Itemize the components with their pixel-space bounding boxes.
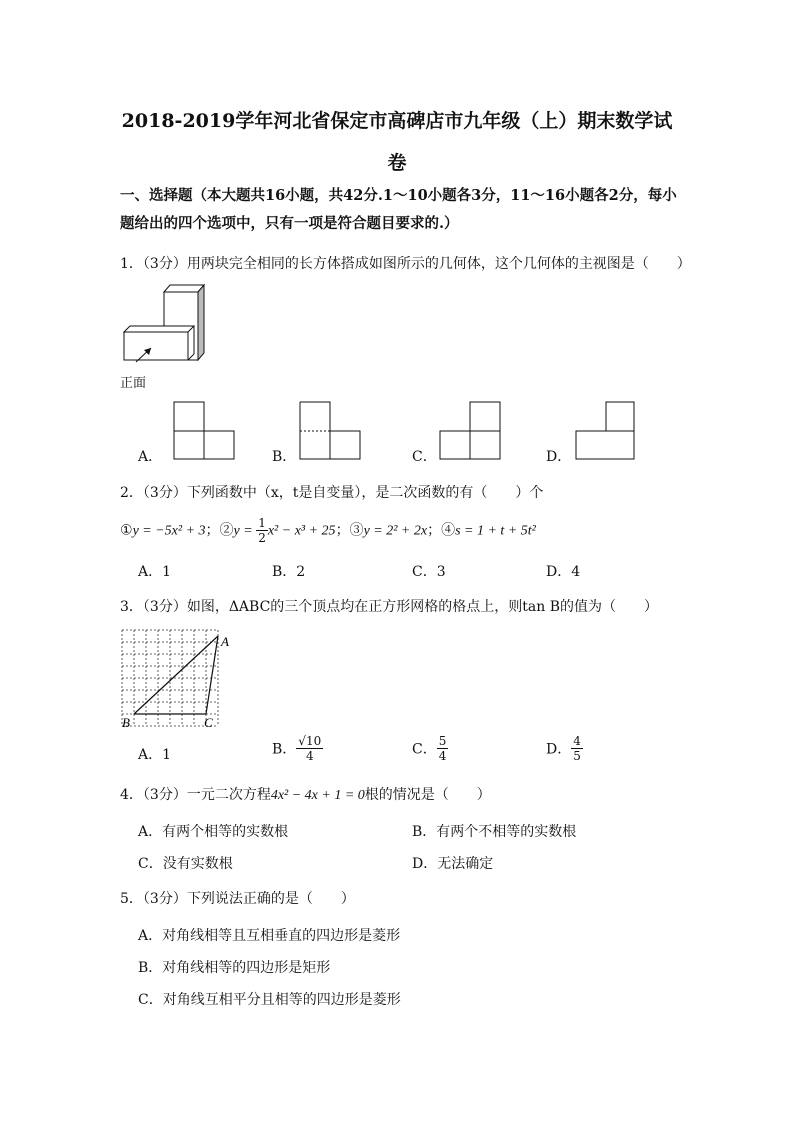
q2-sep2: ；③: [335, 522, 364, 539]
q2-f2-rhs: x² − x³ + 25: [267, 523, 336, 539]
q2-f3: y = 2² + 2x: [363, 523, 428, 539]
q5-option-c[interactable]: C．对角线互相平分且相等的四边形是菱形: [138, 992, 401, 1008]
question-1-stem: 1．（3分）用两块完全相同的长方体搭成如图所示的几何体，这个几何体的主视图是（ ）: [120, 256, 691, 272]
q1-front-label: 正面: [120, 376, 147, 391]
q4-option-c[interactable]: C．没有实数根: [138, 856, 233, 872]
q1-option-a-figure[interactable]: [172, 400, 236, 462]
q4-option-a[interactable]: A．有两个相等的实数根: [138, 824, 289, 840]
q4-equation: 4x² − 4x + 1 = 0: [270, 788, 365, 803]
q3-option-b-prefix: B．: [272, 741, 297, 758]
q3-option-c-prefix: C．: [412, 741, 437, 758]
q2-option-c[interactable]: C．3: [412, 564, 446, 580]
q1-option-d-label: D．: [546, 449, 572, 465]
q3-option-b-num: √10: [298, 734, 322, 748]
q3-option-d[interactable]: [546, 734, 583, 763]
q2-option-a[interactable]: A．1: [138, 564, 172, 580]
q1-option-d-figure[interactable]: [574, 400, 638, 462]
q3-label-b: B: [122, 715, 130, 730]
q2-f2-num: 1: [258, 516, 266, 530]
q3-option-c-num: 5: [438, 734, 447, 748]
q4-option-d[interactable]: D．无法确定: [412, 856, 494, 872]
q3-option-d-den: 5: [573, 749, 581, 763]
q3-label-a: A: [221, 634, 229, 649]
q1-option-b-figure[interactable]: [298, 400, 362, 462]
q2-f4: s = 1 + t + 5t²: [455, 523, 536, 539]
q2-functions: [120, 516, 536, 545]
q3-option-b[interactable]: [272, 734, 323, 763]
q2-f2-den: 2: [258, 531, 266, 545]
q3-label-c: C: [204, 715, 213, 730]
section-heading: 一、选择题（本大题共16小题，共42分.1～10小题各3分，11～16小题各2分，每小题给出的四个选项中，只有一项是符合题目要求的.）: [120, 187, 677, 232]
q1-option-c-figure[interactable]: [438, 400, 502, 462]
q3-option-c-fraction: [437, 734, 449, 763]
page-title-line1: 2018-2019学年河北省保定市高碑店市九年级（上）期末数学试: [121, 110, 673, 132]
q5-option-b[interactable]: B．对角线相等的四边形是矩形: [138, 960, 331, 976]
q5-option-a[interactable]: A．对角线相等且互相垂直的四边形是菱形: [138, 928, 401, 944]
q3-option-a[interactable]: A．1: [138, 747, 172, 763]
q2-option-b[interactable]: B．2: [272, 564, 306, 580]
question-3-stem: 3．（3分）如图，ΔABC的三个顶点均在正方形网格的格点上，则tan B的值为（ ）: [120, 599, 659, 615]
q2-f2-fraction: [256, 516, 268, 545]
page-title-line2: 卷: [387, 152, 407, 174]
q2-f2-lhs: y =: [233, 523, 257, 539]
q4-option-b[interactable]: B．有两个不相等的实数根: [412, 824, 577, 840]
q3-grid-figure: [118, 626, 238, 730]
q3-option-c[interactable]: [412, 734, 448, 763]
question-5-stem: 5．（3分）下列说法正确的是（ ）: [120, 891, 355, 907]
q2-sep3: ；④: [427, 522, 456, 539]
q3-option-b-fraction: [296, 734, 323, 763]
q1-option-c-label: C．: [412, 449, 437, 465]
q3-option-c-den: 4: [438, 749, 447, 763]
q3-option-d-prefix: D．: [546, 741, 572, 758]
question-2-stem: 2．（3分）下列函数中（x，t是自变量），是二次函数的有（ ）个: [120, 485, 544, 501]
q2-option-d[interactable]: D．4: [546, 564, 581, 580]
q3-option-b-den: 4: [305, 749, 314, 763]
question-4-stem: [120, 784, 491, 804]
q3-option-d-fraction: [571, 734, 583, 763]
q1-option-a-label: A．: [138, 449, 163, 465]
q4-stem-pre: 4．（3分）一元二次方程: [120, 787, 271, 803]
q1-option-b-label: B．: [272, 449, 297, 465]
q3-option-d-num: 4: [573, 734, 581, 748]
q1-solid-figure: [118, 282, 218, 364]
q2-f1-prefix: ①: [120, 522, 133, 539]
q2-f1: y = −5x² + 3: [132, 523, 206, 539]
q4-stem-post: 根的情况是（ ）: [364, 787, 491, 803]
q2-sep1: ；②: [205, 522, 234, 539]
